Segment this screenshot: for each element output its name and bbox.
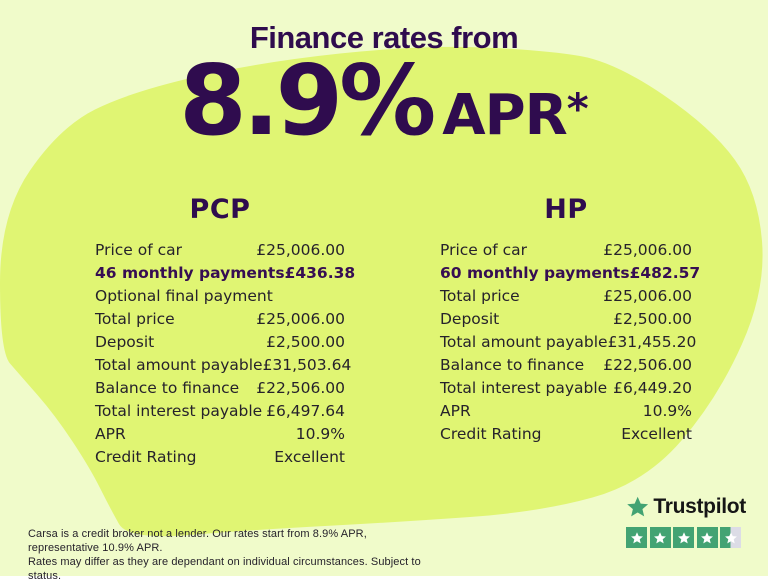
finance-row-label: APR xyxy=(440,401,471,420)
rate-suffix: APR xyxy=(442,83,567,148)
finance-row xyxy=(95,353,352,376)
legal-disclaimer xyxy=(28,527,438,583)
finance-row xyxy=(440,353,692,376)
finance-row-value: £22,506.00 xyxy=(256,378,345,397)
finance-row-value: £25,006.00 xyxy=(603,240,692,259)
finance-row-value: £2,500.00 xyxy=(613,309,692,328)
finance-row xyxy=(440,307,692,330)
pcp-column-title: PCP xyxy=(189,194,251,225)
finance-row-value: 10.9% xyxy=(295,424,345,443)
hp-column-title: HP xyxy=(544,194,588,225)
finance-row-label: Total interest payable xyxy=(440,378,608,397)
trustpilot-rating-stars xyxy=(626,527,746,548)
star-icon xyxy=(677,531,691,545)
finance-row-label: Total price xyxy=(95,309,175,328)
headline-rate xyxy=(0,44,768,157)
finance-row-label: Price of car xyxy=(440,240,527,259)
finance-row-label: APR xyxy=(95,424,126,443)
disclaimer-line-2: Rates may differ as they are dependant on individual circumstances. Subject to status. xyxy=(28,556,421,582)
finance-row-label: Total amount payable xyxy=(440,332,608,351)
finance-row-value: 10.9% xyxy=(642,401,692,420)
finance-row-value: £22,506.00 xyxy=(603,355,692,374)
finance-row xyxy=(440,399,692,422)
finance-row xyxy=(95,330,345,353)
finance-row xyxy=(440,330,697,353)
finance-row-label: Deposit xyxy=(95,332,155,351)
finance-row-value: Excellent xyxy=(621,424,692,443)
finance-row-value: £6,449.20 xyxy=(613,378,692,397)
trustpilot-widget xyxy=(626,494,746,548)
finance-row-label: Price of car xyxy=(95,240,182,259)
rating-star-full xyxy=(697,527,718,548)
finance-row-value: £482.57 xyxy=(629,263,701,282)
finance-row-label: Balance to finance xyxy=(95,378,240,397)
finance-row-value: £436.38 xyxy=(284,263,356,282)
finance-row xyxy=(95,445,345,468)
disclaimer-line-1: Carsa is a credit broker not a lender. Our rates start from 8.9% APR, representative 10.9% APR. xyxy=(28,528,367,554)
finance-row-label: Credit Rating xyxy=(95,447,197,466)
finance-row xyxy=(440,284,692,307)
finance-row-value: £31,503.64 xyxy=(262,355,352,374)
finance-row-value: £2,500.00 xyxy=(266,332,345,351)
rating-star-full xyxy=(626,527,647,548)
star-icon xyxy=(724,531,738,545)
finance-row xyxy=(95,261,356,284)
rating-star-full xyxy=(673,527,694,548)
finance-row xyxy=(95,399,345,422)
star-icon xyxy=(700,531,714,545)
finance-row-label: Optional final payment xyxy=(95,286,273,305)
finance-row-value: £31,455.20 xyxy=(607,332,697,351)
finance-row xyxy=(440,261,701,284)
rating-star-half xyxy=(720,527,741,548)
finance-row xyxy=(440,376,692,399)
finance-row-value: £25,006.00 xyxy=(256,309,345,328)
finance-row-label: Total price xyxy=(440,286,520,305)
trustpilot-logo xyxy=(626,494,746,520)
finance-row xyxy=(95,376,345,399)
trustpilot-star-icon xyxy=(626,494,649,520)
finance-row-label: 60 monthly payments xyxy=(440,263,630,282)
finance-row-label: 46 monthly payments xyxy=(95,263,285,282)
finance-row-label: Balance to finance xyxy=(440,355,585,374)
finance-row-value: £25,006.00 xyxy=(256,240,345,259)
finance-row xyxy=(440,238,692,261)
finance-row-value: £25,006.00 xyxy=(603,286,692,305)
hp-finance-table xyxy=(440,238,701,445)
finance-row xyxy=(95,422,345,445)
finance-row-label: Total interest payable xyxy=(95,401,263,420)
star-icon xyxy=(653,531,667,545)
pcp-finance-table xyxy=(95,238,356,468)
finance-row-label: Deposit xyxy=(440,309,500,328)
finance-row-value: £6,497.64 xyxy=(266,401,345,420)
rating-star-full xyxy=(650,527,671,548)
finance-row-label: Credit Rating xyxy=(440,424,542,443)
rate-value: 8.9% xyxy=(179,44,433,157)
star-icon xyxy=(630,531,644,545)
finance-row xyxy=(440,422,692,445)
finance-row xyxy=(95,238,345,261)
finance-row xyxy=(95,307,345,330)
finance-row-value: Excellent xyxy=(274,447,345,466)
finance-row xyxy=(95,284,345,307)
page-title: Finance rates from xyxy=(249,20,519,55)
trustpilot-wordmark: Trustpilot xyxy=(653,495,746,518)
rate-asterisk: * xyxy=(566,84,589,133)
finance-row-label: Total amount payable xyxy=(95,355,263,374)
